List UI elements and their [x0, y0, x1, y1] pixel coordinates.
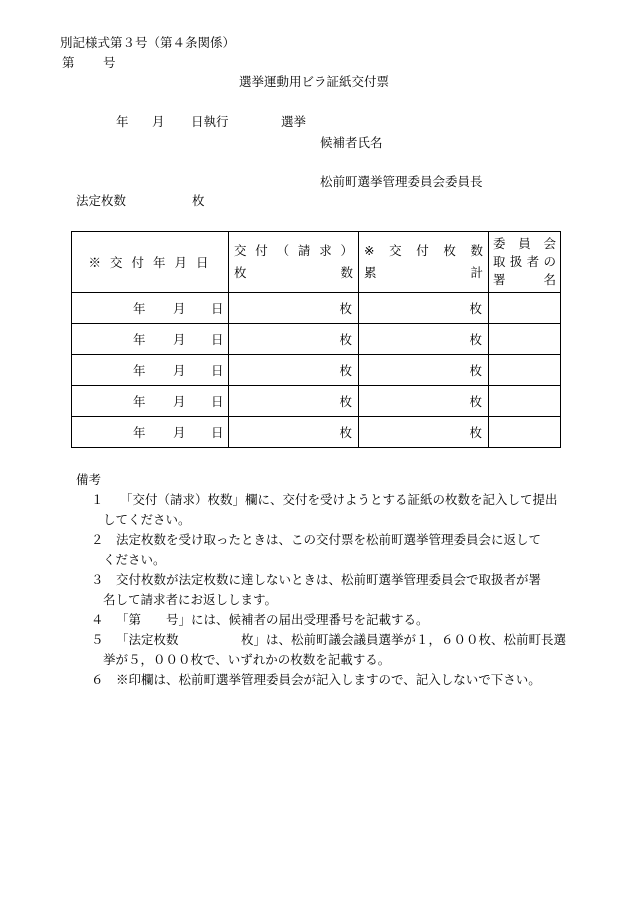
note-text-cont: 名して請求者にお返しします。: [103, 592, 278, 607]
request-count-cell[interactable]: [229, 324, 359, 355]
number-prefix: 第: [62, 55, 75, 70]
date-month: 月: [173, 394, 186, 409]
election-month: 月: [152, 114, 165, 129]
legal-count-label: 法定枚数: [76, 193, 127, 208]
request-count-cell[interactable]: [229, 386, 359, 417]
issuance-table: [71, 231, 561, 448]
header-official-char: 者: [526, 254, 540, 269]
note-text: 「第 号」には、候補者の届出受理番号を記載する。: [116, 612, 429, 627]
header-cumul-char: 付: [416, 243, 429, 258]
note-text-cont: 挙が５，０００枚で、いずれかの枚数を記載する。: [103, 652, 391, 667]
note-text: 「法定枚数 枚」は、松前町議会議員選挙が１，６００枚、松前町長選: [116, 632, 567, 647]
note-text: ※印欄は、松前町選挙管理委員会が記入しますので、記入しないで下さい。: [116, 672, 541, 687]
note-number: ５: [91, 632, 104, 647]
cumulative-count-cell[interactable]: [359, 386, 489, 417]
note-text-cont: ください。: [103, 552, 166, 567]
table-row: [72, 386, 561, 417]
date-month: 月: [173, 363, 186, 378]
election-year: 年: [116, 114, 129, 129]
header-request-char: 枚: [234, 265, 247, 280]
note-text: 交付枚数が法定枚数に達しないときは、松前町選挙管理委員会で取扱者が署: [116, 572, 542, 587]
header-request-char: ）: [340, 243, 353, 258]
issue-date-cell[interactable]: [72, 386, 229, 417]
issue-date-cell[interactable]: [72, 324, 229, 355]
table-row: [72, 293, 561, 324]
note-number: ６: [91, 672, 104, 687]
election-day-exec: 日執行: [191, 114, 229, 129]
date-year: 年: [133, 301, 146, 316]
cumulative-unit: 枚: [469, 301, 482, 316]
legal-count-unit: 枚: [192, 193, 205, 208]
header-cumul-char: 計: [470, 265, 483, 280]
table-row: [72, 417, 561, 448]
header-cumul-char: 数: [470, 243, 483, 258]
cumulative-count-cell[interactable]: [359, 324, 489, 355]
date-day: 日: [211, 301, 224, 316]
table-header-row: [72, 232, 561, 293]
notes-heading: 備考: [76, 472, 102, 487]
signature-cell[interactable]: [489, 417, 561, 448]
date-year: 年: [133, 332, 146, 347]
header-official-char: 員: [518, 236, 531, 251]
issue-date-cell[interactable]: [72, 417, 229, 448]
header-issue-date: ※交付年月日: [72, 232, 229, 293]
note-number: １: [91, 492, 104, 507]
cumulative-count-cell[interactable]: [359, 355, 489, 386]
cumulative-count-cell[interactable]: [359, 417, 489, 448]
header-official-char: 取: [493, 254, 506, 269]
issue-date-cell[interactable]: [72, 293, 229, 324]
document-title: 選挙運動用ビラ証紙交付票: [239, 74, 390, 89]
header-official-char: の: [543, 254, 556, 269]
table-row: [72, 324, 561, 355]
request-count-cell[interactable]: [229, 355, 359, 386]
note-text: 法定枚数を受け取ったときは、この交付票を松前町選挙管理委員会に返して: [116, 532, 542, 547]
date-day: 日: [211, 425, 224, 440]
request-unit: 枚: [339, 301, 352, 316]
request-unit: 枚: [339, 425, 352, 440]
note-number: ３: [91, 572, 104, 587]
header-request-char: 請: [297, 243, 311, 258]
signature-cell[interactable]: [489, 324, 561, 355]
date-month: 月: [173, 301, 186, 316]
date-day: 日: [211, 394, 224, 409]
date-day: 日: [211, 332, 224, 347]
header-cumul-char: 累: [364, 265, 377, 280]
signature-cell[interactable]: [489, 293, 561, 324]
date-month: 月: [173, 332, 186, 347]
request-count-cell[interactable]: [229, 417, 359, 448]
note-number: ４: [91, 612, 104, 627]
note-number: ２: [91, 532, 104, 547]
header-request-char: （: [276, 243, 290, 258]
header-official-char: 署: [493, 272, 506, 287]
issuer-title: 松前町選挙管理委員会委員長: [320, 174, 483, 189]
request-unit: 枚: [339, 363, 352, 378]
header-request-char: 付: [255, 243, 268, 258]
cumulative-unit: 枚: [469, 394, 482, 409]
request-unit: 枚: [339, 394, 352, 409]
header-request-char: 交: [234, 243, 247, 258]
issue-date-cell[interactable]: [72, 355, 229, 386]
header-official-char: 名: [543, 272, 556, 287]
form-reference: 別記様式第３号（第４条関係）: [60, 35, 236, 50]
date-day: 日: [211, 363, 224, 378]
header-official-char: 扱: [509, 254, 523, 269]
request-count-cell[interactable]: [229, 293, 359, 324]
header-request-char: 求: [319, 243, 332, 258]
header-request-char: 数: [340, 265, 353, 280]
candidate-name-label: 候補者氏名: [320, 135, 383, 150]
cumulative-unit: 枚: [469, 332, 482, 347]
cumulative-count-cell[interactable]: [359, 293, 489, 324]
date-year: 年: [133, 363, 146, 378]
election-type: 選挙: [281, 114, 307, 129]
signature-cell[interactable]: [489, 386, 561, 417]
header-cumul-char: 枚: [443, 243, 456, 258]
date-year: 年: [133, 394, 146, 409]
note-text-cont: してください。: [103, 512, 191, 527]
header-official-signature: [489, 232, 561, 293]
request-unit: 枚: [339, 332, 352, 347]
date-month: 月: [173, 425, 186, 440]
header-cumulative-count: [359, 232, 489, 293]
cumulative-unit: 枚: [469, 425, 482, 440]
date-year: 年: [133, 425, 146, 440]
header-request-count: [229, 232, 359, 293]
header-cumul-char: ※: [364, 243, 375, 258]
header-cumul-char: 交: [389, 243, 402, 258]
number-suffix: 号: [103, 55, 116, 70]
header-official-char: 会: [543, 236, 556, 251]
signature-cell[interactable]: [489, 355, 561, 386]
cumulative-unit: 枚: [469, 363, 482, 378]
note-text: 「交付（請求）枚数」欄に、交付を受けようとする証紙の枚数を記入して提出: [120, 492, 558, 507]
table-row: [72, 355, 561, 386]
header-official-char: 委: [493, 236, 506, 251]
